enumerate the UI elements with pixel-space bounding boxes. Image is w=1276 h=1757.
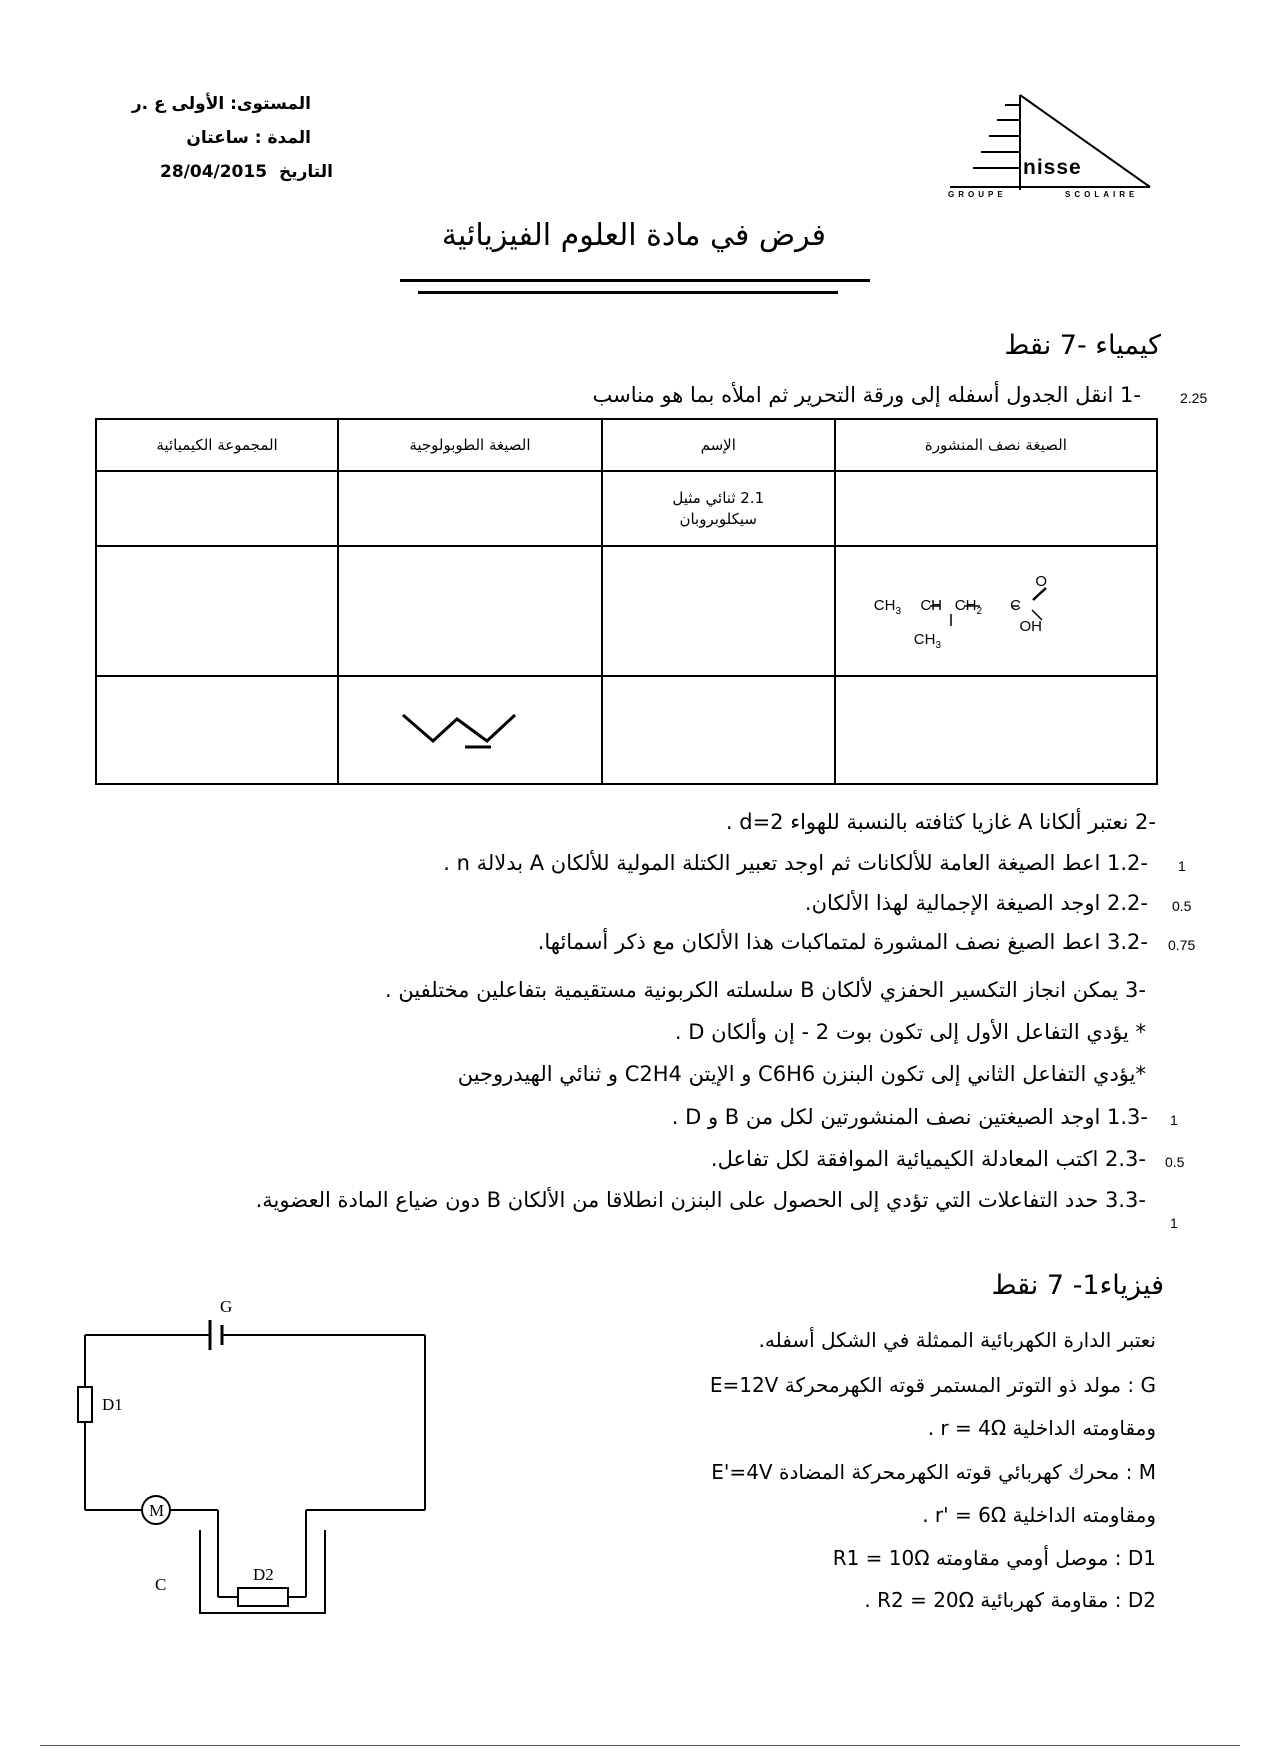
d2-line: D2 : مقاومة كهربائية R2 = 20Ω .: [864, 1588, 1156, 1612]
q2-2-text: -2.2 اوجد الصيغة الإجمالية لهذا الألكان.: [804, 891, 1148, 915]
q3-b-mid: و الإيتن: [688, 1062, 752, 1086]
formula-ch3: $CH_3$: [873, 597, 901, 617]
q3-b-text: [246, 1062, 1146, 1086]
q3-a-text: * يؤدي التفاعل الأول إلى تكون بوت 2 - إن وألكان D .: [674, 1020, 1146, 1044]
motor-label: M: [149, 1501, 165, 1520]
circuit-diagram: [70, 1290, 450, 1650]
q2-3-text: -3.2 اعط الصيغ نصف المشورة لمتماكبات هذا الألكان مع ذكر أسمائها.: [537, 930, 1148, 954]
q3-1-points: 1: [1170, 1112, 1178, 1128]
header-chemical-group: المجموعة الكيميائية: [96, 419, 338, 471]
physics-heading: فيزياء1- 7 نقط: [991, 1270, 1164, 1301]
cell-topological-row3: [338, 676, 602, 784]
q1-text: -1 انقل الجدول أسفله إلى ورقة التحرير ثم املأه بما هو مناسب: [592, 383, 1141, 407]
header-semi-structural: الصيغة نصف المنشورة: [835, 419, 1157, 471]
q3-2-points: 0.5: [1165, 1154, 1185, 1170]
circuit-svg: [70, 1290, 450, 1650]
d1-label: D1: [102, 1395, 123, 1414]
title-underline: [400, 279, 870, 282]
formula-ch2: $CH_2$: [954, 597, 982, 617]
page-bottom-line: [40, 1745, 1240, 1746]
benzene-formula: C6H6: [758, 1062, 816, 1086]
table-header-row: [96, 419, 1157, 471]
q1-points: 2.25: [1180, 390, 1208, 406]
d1-line: D1 : موصل أومي مقاومته R1 = 10Ω: [832, 1546, 1156, 1570]
container-label: C: [155, 1575, 167, 1594]
logo-name: nisse: [1023, 156, 1082, 179]
q3-b-start: *يؤدي التفاعل الثاني إلى تكون البنزن: [821, 1062, 1146, 1086]
cell-empty: [835, 471, 1157, 546]
level-label: المستوى: الأولى ع .ر: [131, 94, 311, 114]
semi-structural-formula: [873, 564, 1116, 654]
logo-sub-left: GROUPE: [948, 190, 1007, 199]
cell-empty: [96, 546, 338, 676]
q3-3-text: -3.3 حدد التفاعلات التي تؤدي إلى الحصول على البنزن انطلاقا من الألكان B دون ضياع المادة العضوية.: [255, 1188, 1146, 1212]
date-label: التاريخ: [278, 162, 333, 182]
formula-oh: OH: [1019, 618, 1042, 635]
skeletal-chain: [403, 715, 515, 741]
cell-empty: [602, 546, 835, 676]
physics-intro: نعتبر الدارة الكهربائية الممثلة في الشكل أسفله.: [758, 1328, 1156, 1352]
date-value: 28/04/2015: [160, 162, 268, 182]
school-logo: [945, 90, 1165, 205]
q3-2-text: -2.3 اكتب المعادلة الكيميائية الموافقة لكل تفاعل.: [710, 1147, 1146, 1171]
chemistry-heading: كيمياء -7 نقط: [1004, 330, 1161, 361]
q2-1-text: -1.2 اعط الصيغة العامة للألكانات ثم اوجد تعبير الكتلة المولية للألكان A بدلالة n .: [443, 851, 1148, 875]
date-row: [160, 162, 333, 182]
cell-name-row1: [602, 471, 835, 546]
header-name: الإسم: [602, 419, 835, 471]
ethene-formula: C2H4: [624, 1062, 682, 1086]
cell-empty: [835, 676, 1157, 784]
cell-empty: [602, 676, 835, 784]
formula-ch: CH: [920, 597, 942, 614]
cell-formula-row2: [835, 546, 1157, 676]
q2-text: -2 نعتبر ألكانا A غازيا كثافته بالنسبة للهواء d=2 .: [725, 810, 1156, 834]
generator-resistance: ومقاومته الداخلية r = 4Ω .: [927, 1416, 1156, 1440]
table-row: [96, 471, 1157, 546]
table-row: [96, 676, 1157, 784]
table-row: [96, 546, 1157, 676]
page-title: فرض في مادة العلوم الفيزيائية: [441, 218, 826, 253]
q3-b-end: و ثنائي الهيدروجين: [457, 1062, 618, 1086]
header-topological: الصيغة الطوبولوجية: [338, 419, 602, 471]
cell-empty: [338, 546, 602, 676]
duration-label: المدة : ساعتان: [186, 128, 311, 148]
cell-empty: [96, 676, 338, 784]
q2-1-points: 1: [1178, 858, 1186, 874]
cell-empty: [96, 471, 338, 546]
q2-3-points: 0.75: [1168, 937, 1196, 953]
resistor-d2: [238, 1588, 288, 1606]
logo-sub-right: SCOLAIRE: [1065, 190, 1139, 199]
q3-1-text: -1.3 اوجد الصيغتين نصف المنشورتين لكل من B و D .: [671, 1105, 1148, 1129]
d2-label: D2: [253, 1565, 274, 1584]
formula-o: O: [1035, 573, 1047, 590]
title-underline-2: [418, 291, 838, 294]
q3-text: -3 يمكن انجاز التكسير الحفزي لألكان B سلسلته الكربونية مستقيمية بتفاعلين مختلفين .: [385, 978, 1146, 1002]
cell-empty: [338, 471, 602, 546]
generator-label: G: [220, 1297, 233, 1316]
row1-name: 2.1 ثنائي مثيل سيكلوبروبان: [672, 488, 765, 528]
motor-resistance: ومقاومته الداخلية r' = 6Ω .: [922, 1503, 1156, 1527]
resistor-d1: [78, 1387, 92, 1422]
logo-graphic: [945, 90, 1165, 205]
generator-line: G : مولد ذو التوتر المستمر قوته الكهرمحركة E=12V: [709, 1373, 1156, 1397]
formula-ch3-branch: $CH_3$: [913, 631, 941, 651]
chemistry-table: [95, 418, 1158, 785]
q2-2-points: 0.5: [1172, 898, 1192, 914]
q3-3-points: 1: [1170, 1215, 1178, 1231]
topological-formula: [395, 703, 545, 753]
motor-line: M : محرك كهربائي قوته الكهرمحركة المضادة E'=4V: [711, 1460, 1156, 1484]
formula-c: C: [1010, 597, 1021, 614]
